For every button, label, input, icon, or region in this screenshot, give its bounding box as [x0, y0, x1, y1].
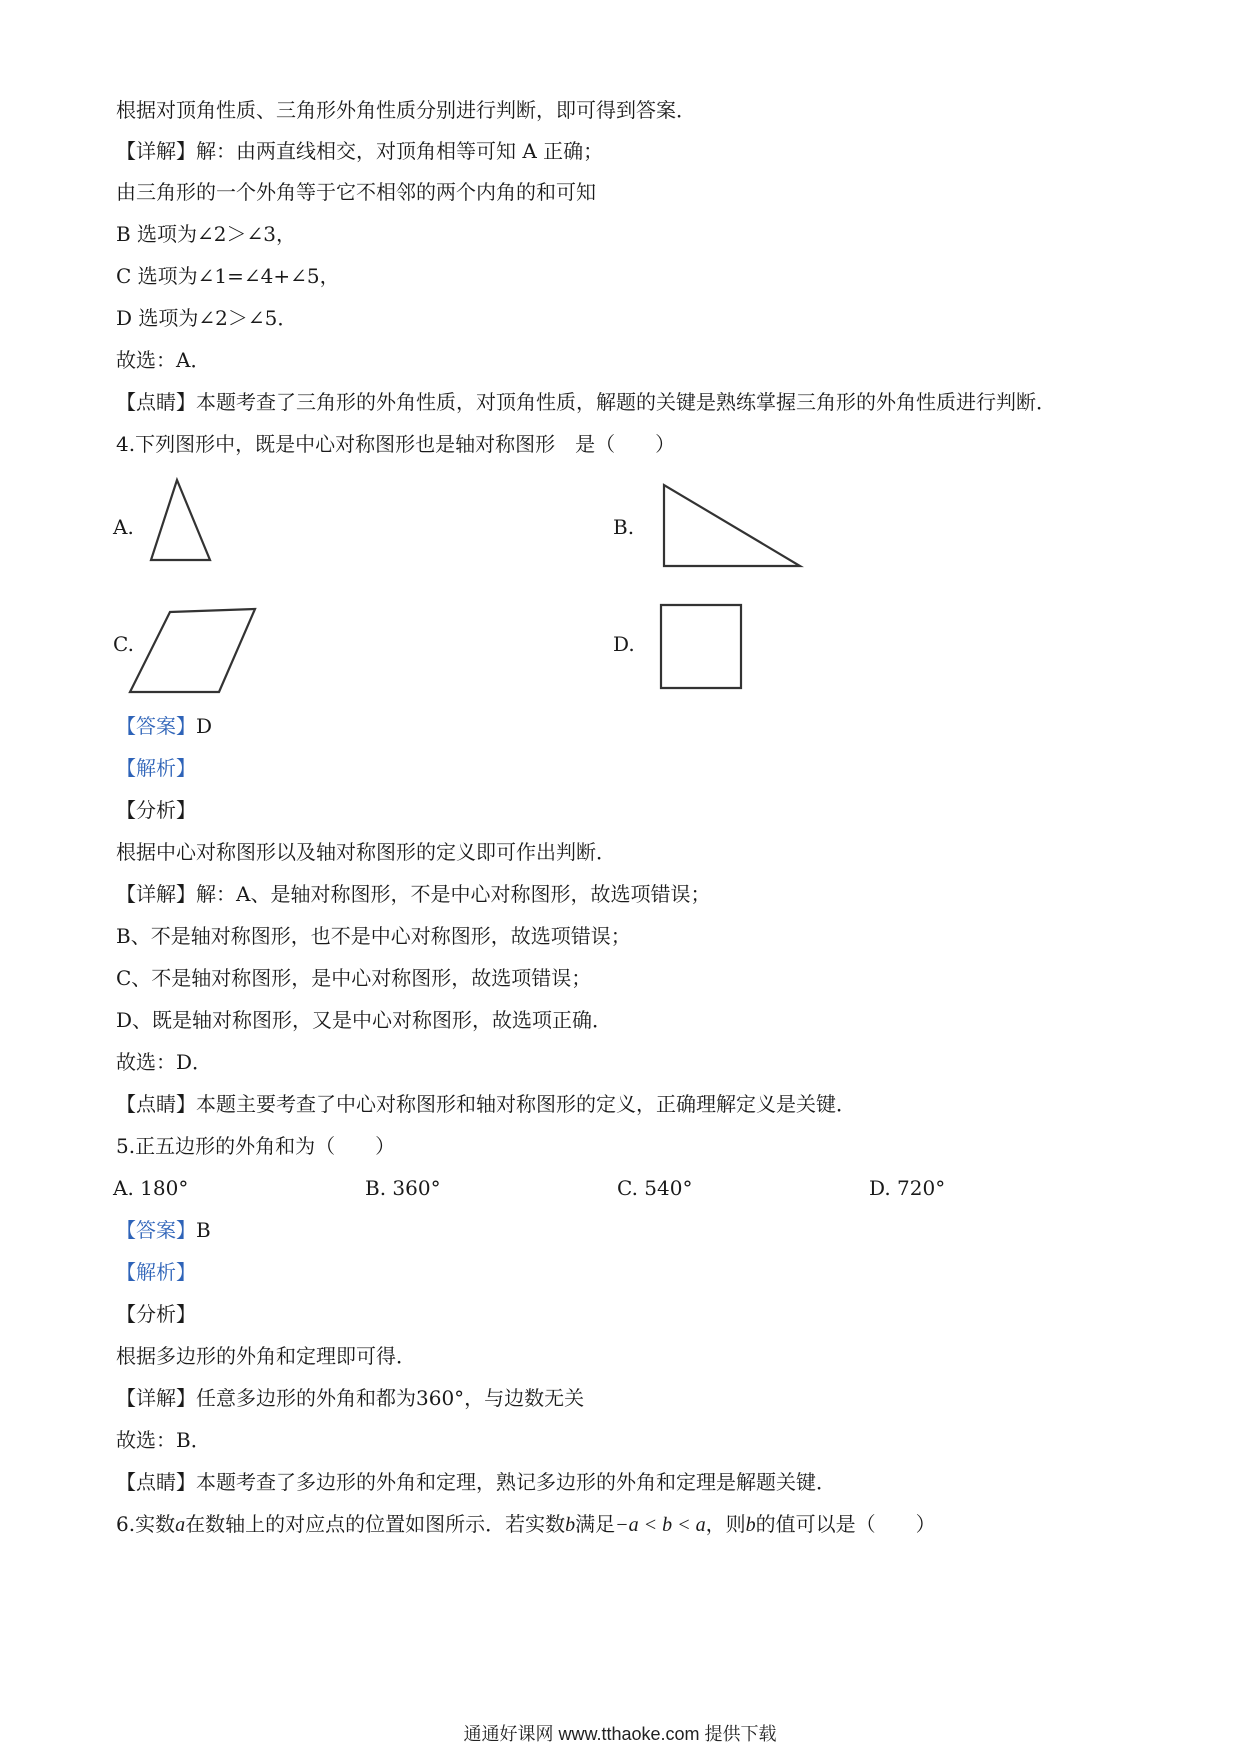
detail-line: D 选项为∠2＞∠5．: [116, 306, 298, 330]
detail-line: 由三角形的一个外角等于它不相邻的两个内角的和可知: [116, 180, 596, 204]
analysis-tag: 【解析】: [116, 756, 196, 780]
detail-line: 【详解】解：由两直线相交，对顶角相等可知 A 正确；: [116, 139, 604, 163]
answer-value: B: [196, 1218, 211, 1242]
page-footer: 通通好课网 www.tthaoke.com 提供下载: [463, 1724, 777, 1744]
var-b: b: [565, 1514, 576, 1536]
option-d: D. 720°: [869, 1176, 946, 1200]
option-b-right-triangle: [664, 485, 800, 566]
answer-line: [116, 712, 212, 740]
option-c-parallelogram: [130, 609, 255, 692]
option-d-label: D.: [613, 632, 635, 656]
detail-line: B、不是轴对称图形，也不是中心对称图形，故选项错误；: [116, 924, 631, 948]
var-b: b: [745, 1514, 756, 1536]
answer-tag: 【答案】: [116, 1218, 196, 1242]
inequality: −a < b < a: [615, 1514, 706, 1536]
var-a: a: [175, 1514, 186, 1536]
detail-line: 【详解】解：A、是轴对称图形，不是中心对称图形，故选项错误；: [116, 882, 711, 906]
detail-line: C 选项为∠1=∠4+∠5，: [116, 264, 340, 288]
option-a-label: A.: [113, 515, 134, 539]
choice-line: 故选：A．: [116, 348, 211, 372]
stem-part: ，则: [705, 1512, 746, 1536]
detail-line: C、不是轴对称图形，是中心对称图形，故选项错误；: [116, 966, 592, 990]
option-a-triangle: [151, 480, 210, 560]
stem-part: 满足: [575, 1512, 616, 1536]
analysis-text: 根据对顶角性质、三角形外角性质分别进行判断，即可得到答案．: [116, 98, 696, 122]
question-6-stem: [116, 1510, 936, 1539]
analysis-text: 根据中心对称图形以及轴对称图形的定义即可作出判断．: [116, 840, 616, 864]
detail-line: D、既是轴对称图形，又是中心对称图形，故选项正确．: [116, 1008, 613, 1032]
option-a: A. 180°: [113, 1176, 189, 1200]
stem-part: 在数轴上的对应点的位置如图所示．若实数: [185, 1512, 566, 1536]
answer-line: [116, 1216, 211, 1244]
option-b-label: B.: [613, 515, 635, 539]
analysis-tag: 【解析】: [116, 1260, 196, 1284]
detail-line: 【详解】任意多边形的外角和都为360°，与边数无关: [116, 1386, 585, 1410]
question-4-stem: 4.下列图形中，既是中心对称图形也是轴对称图形 是（ ）: [116, 432, 676, 456]
stem-part: 的值可以是（ ）: [755, 1512, 936, 1536]
comment-line: 【点睛】本题考查了三角形的外角性质，对顶角性质，解题的关键是熟练掌握三角形的外角性质进行判断．: [116, 390, 1056, 414]
comment-line: 【点睛】本题主要考查了中心对称图形和轴对称图形的定义，正确理解定义是关键．: [116, 1092, 856, 1116]
analysis-text: 根据多边形的外角和定理即可得．: [116, 1344, 416, 1368]
answer-tag: 【答案】: [116, 714, 196, 738]
option-c: C. 540°: [617, 1176, 693, 1200]
option-c-label: C.: [113, 632, 134, 656]
answer-value: D: [196, 714, 213, 738]
option-b: B. 360°: [365, 1176, 441, 1200]
fenxi-tag: 【分析】: [116, 798, 196, 822]
fenxi-tag: 【分析】: [116, 1302, 196, 1326]
stem-part: 6.实数: [116, 1512, 176, 1536]
option-d-square: [661, 605, 741, 688]
comment-line: 【点睛】本题考查了多边形的外角和定理，熟记多边形的外角和定理是解题关键．: [116, 1470, 836, 1494]
detail-line: B 选项为∠2＞∠3，: [116, 222, 297, 246]
choice-line: 故选：B．: [116, 1428, 211, 1452]
choice-line: 故选：D．: [116, 1050, 213, 1074]
question-5-stem: 5.正五边形的外角和为（ ）: [116, 1134, 396, 1158]
